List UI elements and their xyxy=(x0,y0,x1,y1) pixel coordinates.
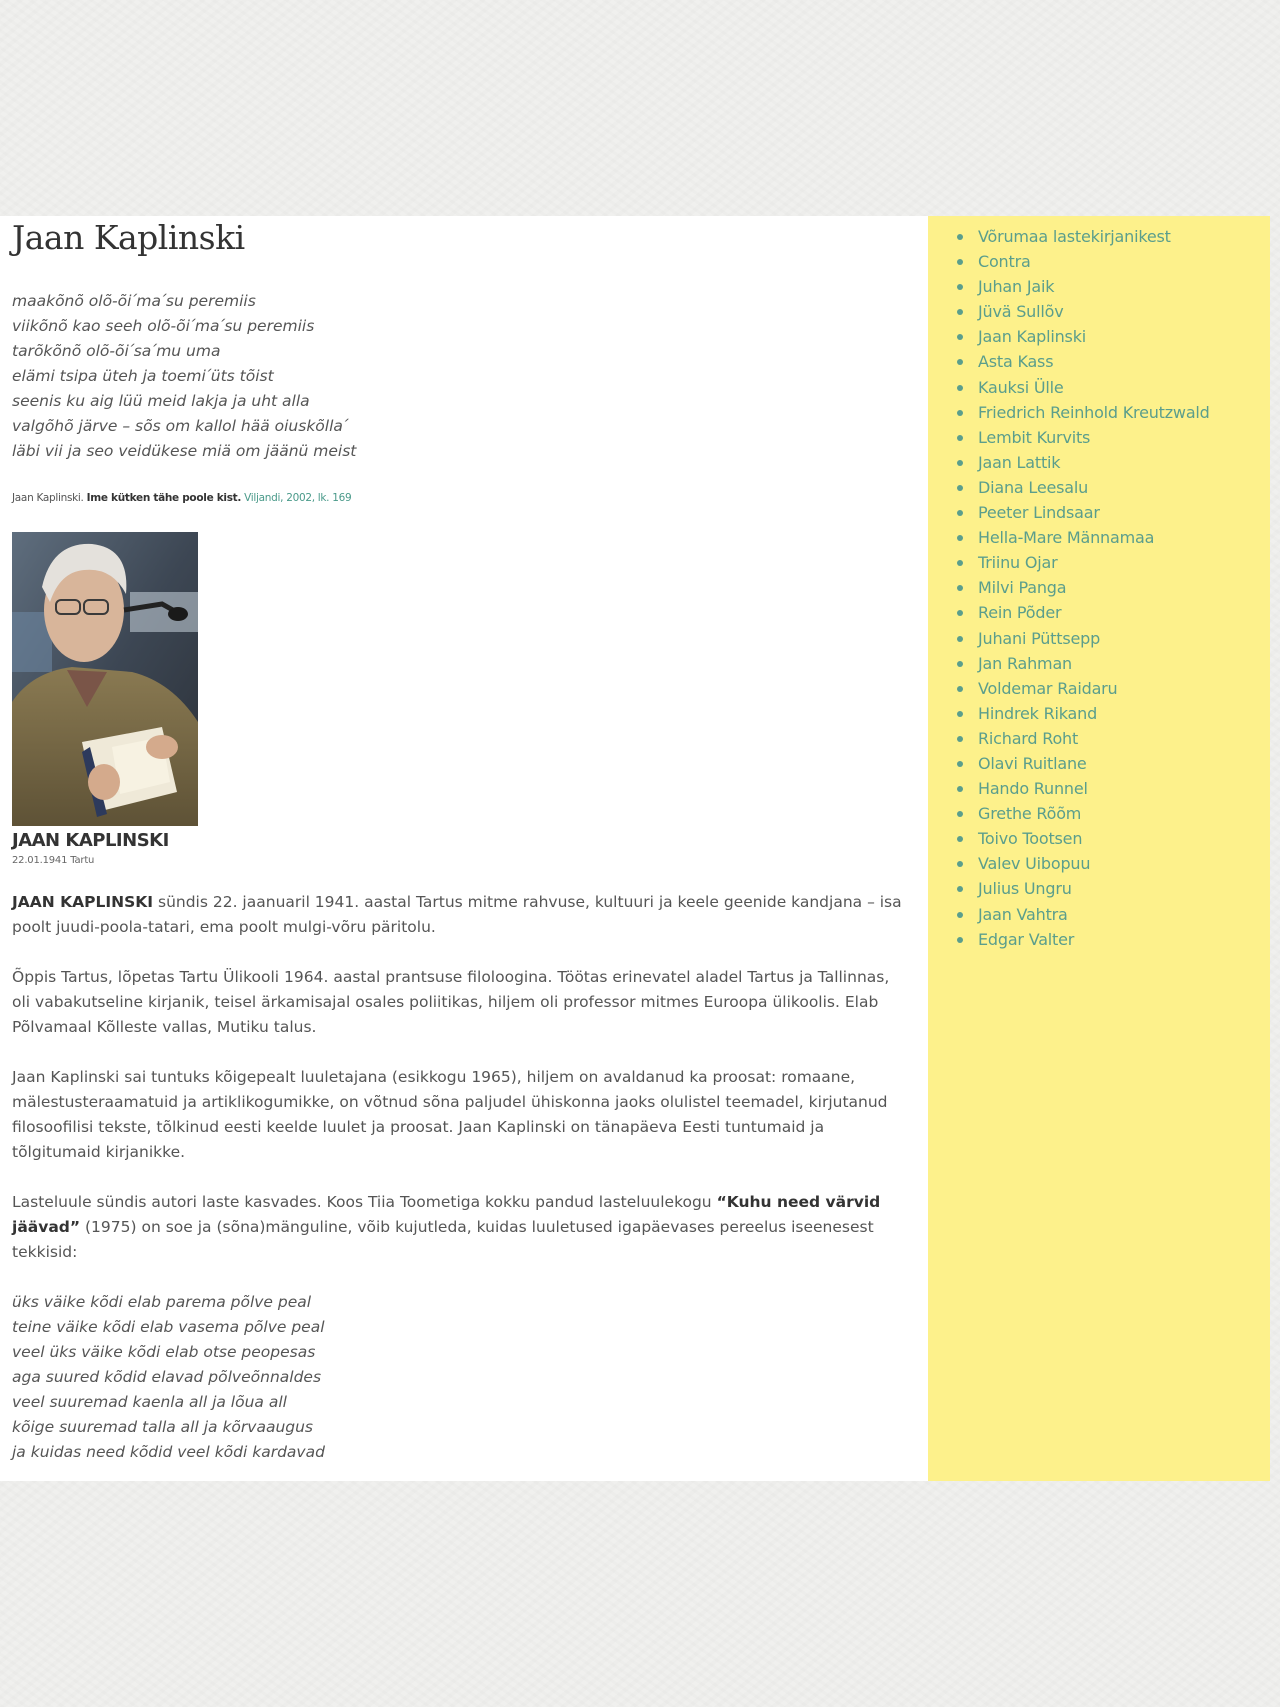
poem-line: valgõhõ järve – sõs om kallol hää oiuskõlla ́ xyxy=(12,417,348,435)
sidebar-link[interactable]: Richard Roht xyxy=(978,728,1079,748)
bio-name: JAAN KAPLINSKI xyxy=(12,893,154,911)
poem-line: kõige suuremad talla all ja kõrvaaugus xyxy=(12,1418,314,1436)
poem-line: veel üks väike kõdi elab otse peopesas xyxy=(12,1343,316,1361)
bio-text: Lasteluule sündis autori laste kasvades. Koos Tiia Toometiga kokku pandud lasteluulekogu xyxy=(12,1193,717,1211)
sidebar-link[interactable]: Edgar Valter xyxy=(978,929,1075,949)
author-nav-list xyxy=(928,224,1270,952)
source-author: Jaan Kaplinski. xyxy=(12,492,84,504)
poem-line: viikõnõ kao seeh olõ-õi ́ma ́su peremiis xyxy=(12,317,315,335)
bio-paragraph-3: Jaan Kaplinski sai tuntuks kõigepealt luuletajana (esikkogu 1965), hiljem on avaldanud ka proosat: romaane, mälestusteraamatuid ja artiklikogumikke, on võtnud sõna paljudel ühiskonna jaoks olulistel teemadel, kirjutanud filosoofilisi tekste, tõlkinud eesti keelde luulet ja proosat. Jaan Kaplinski on tänapäeva Eesti tuntumaid ja tõlgitumaid kirjanikke. xyxy=(12,1068,888,1161)
poem-line: elämi tsipa üteh ja toemi ́üts tõist xyxy=(12,367,274,385)
source-publisher-link[interactable]: Viljandi, 2002, lk. 169 xyxy=(244,492,352,504)
main-content xyxy=(0,216,928,1481)
sidebar-item xyxy=(951,701,1270,726)
poem-line: ja kuidas need kõdid veel kõdi kardavad xyxy=(12,1443,325,1461)
book-title: “Kuhu need värvid jäävad” xyxy=(12,1193,881,1236)
source-book: Ime kütken tähe poole kist. xyxy=(86,492,242,504)
poem-line: maakõnõ olõ-õi ́ma ́su peremiis xyxy=(12,292,256,310)
sidebar-item xyxy=(951,324,1270,349)
sidebar-link[interactable]: Diana Leesalu xyxy=(978,477,1089,497)
sidebar-link[interactable]: Jaan Kaplinski xyxy=(978,327,1087,347)
kids-poem xyxy=(12,1290,928,1465)
bio-text: (1975) on soe ja (sõna)mänguline, võib kujutleda, kuidas luuletused igapäevases pereelus iseenesest tekkisid: xyxy=(12,1218,874,1261)
sidebar-link[interactable]: Asta Kass xyxy=(978,352,1054,372)
sidebar-link[interactable]: Rein Põder xyxy=(978,603,1062,623)
sidebar-item xyxy=(951,626,1270,651)
sidebar-link[interactable]: Triinu Ojar xyxy=(978,553,1058,573)
sidebar-item xyxy=(951,500,1270,525)
sidebar-item xyxy=(951,450,1270,475)
poem-line: veel suuremad kaenla all ja lõua all xyxy=(12,1393,287,1411)
sidebar-item xyxy=(951,550,1270,575)
sidebar-link[interactable]: Olavi Ruitlane xyxy=(978,753,1087,773)
sidebar-link[interactable]: Kauksi Ülle xyxy=(978,377,1064,397)
sidebar-item xyxy=(951,375,1270,400)
poem-line: teine väike kõdi elab vasema põlve peal xyxy=(12,1318,325,1336)
sidebar-item xyxy=(951,224,1270,249)
sidebar-link[interactable]: Milvi Panga xyxy=(978,578,1067,598)
bio-text: sündis 22. jaanuaril 1941. aastal Tartus mitme rahvuse, kultuuri ja keele geenide kandjana – isa poolt juudi-poola-tatari, ema poolt mulgi-võru päritolu. xyxy=(12,893,902,936)
sidebar-item xyxy=(951,249,1270,274)
sidebar-item xyxy=(951,425,1270,450)
sidebar-link[interactable]: Contra xyxy=(978,252,1031,272)
sidebar-link[interactable]: Lembit Kurvits xyxy=(978,427,1091,447)
sidebar-item xyxy=(951,600,1270,625)
intro-poem xyxy=(12,289,928,464)
sidebar-link[interactable]: Võrumaa lastekirjanikest xyxy=(978,227,1171,246)
poem-line: aga suured kõdid elavad põlveõnnaldes xyxy=(12,1368,322,1386)
sidebar-link[interactable]: Voldemar Raidaru xyxy=(978,678,1118,698)
poem-line: seenis ku aig lüü meid lakja ja uht alla xyxy=(12,392,310,410)
sidebar-item xyxy=(951,776,1270,801)
sidebar-link[interactable]: Jan Rahman xyxy=(978,653,1072,673)
poem-line: läbi vii ja seo veidükese miä om jäänü meist xyxy=(12,442,357,460)
sidebar-link[interactable]: Hindrek Rikand xyxy=(978,703,1098,723)
sidebar-item xyxy=(951,751,1270,776)
poem-source xyxy=(12,492,928,504)
portrait-caption-date: 22.01.1941 Tartu xyxy=(12,855,95,866)
sidebar-item xyxy=(951,274,1270,299)
sidebar-item xyxy=(951,927,1270,952)
sidebar-link[interactable]: Friedrich Reinhold Kreutzwald xyxy=(978,402,1210,422)
bio-paragraph-2: Õppis Tartus, lõpetas Tartu Ülikooli 1964. aastal prantsuse filoloogina. Töötas erinevatel aladel Tartus ja Tallinnas, oli vabakutseline kirjanik, teisel ärkamisajal osales poliitikas, hiljem oli professor mitmes Euroopa ülikoolis. Elab Põlvamaal Kõlleste vallas, Mutiku talus. xyxy=(12,968,890,1036)
sidebar-item xyxy=(951,475,1270,500)
author-portrait xyxy=(12,532,198,826)
sidebar-link[interactable]: Toivo Tootsen xyxy=(978,829,1083,849)
poem-line: tarõkõnõ olõ-õi ́sa ́mu uma xyxy=(12,342,221,360)
sidebar-item xyxy=(951,876,1270,901)
sidebar-link[interactable]: Juhan Jaik xyxy=(978,277,1055,297)
sidebar-link[interactable]: Peeter Lindsaar xyxy=(978,503,1100,523)
sidebar-item xyxy=(951,525,1270,550)
sidebar-item xyxy=(951,400,1270,425)
sidebar-link[interactable]: Juhani Püttsepp xyxy=(978,628,1101,648)
sidebar-item xyxy=(951,826,1270,851)
sidebar-item xyxy=(951,676,1270,701)
sidebar-item xyxy=(951,801,1270,826)
sidebar-author-list xyxy=(928,216,1270,1481)
sidebar-link[interactable]: Jaan Vahtra xyxy=(978,904,1068,924)
sidebar-item xyxy=(951,726,1270,751)
sidebar-item xyxy=(951,651,1270,676)
sidebar-link[interactable]: Jaan Lattik xyxy=(978,452,1061,472)
sidebar-link[interactable]: Valev Uibopuu xyxy=(978,854,1091,874)
bio-paragraph-1 xyxy=(12,890,912,940)
bio-paragraph-4 xyxy=(12,1190,912,1265)
sidebar-item xyxy=(951,349,1270,374)
sidebar-item xyxy=(951,851,1270,876)
sidebar-link[interactable]: Jüvä Sullõv xyxy=(978,302,1064,322)
sidebar-link[interactable]: Julius Ungru xyxy=(978,879,1072,899)
sidebar-item xyxy=(951,575,1270,600)
sidebar-link[interactable]: Grethe Rõõm xyxy=(978,804,1082,824)
portrait-caption-name: JAAN KAPLINSKI xyxy=(12,830,169,851)
sidebar-link[interactable]: Hando Runnel xyxy=(978,779,1088,799)
poem-line: üks väike kõdi elab parema põlve peal xyxy=(12,1293,312,1311)
sidebar-item xyxy=(951,299,1270,324)
sidebar-link[interactable]: Hella-Mare Männamaa xyxy=(978,528,1155,548)
sidebar-item xyxy=(951,902,1270,927)
page-title: Jaan Kaplinski xyxy=(12,218,245,257)
